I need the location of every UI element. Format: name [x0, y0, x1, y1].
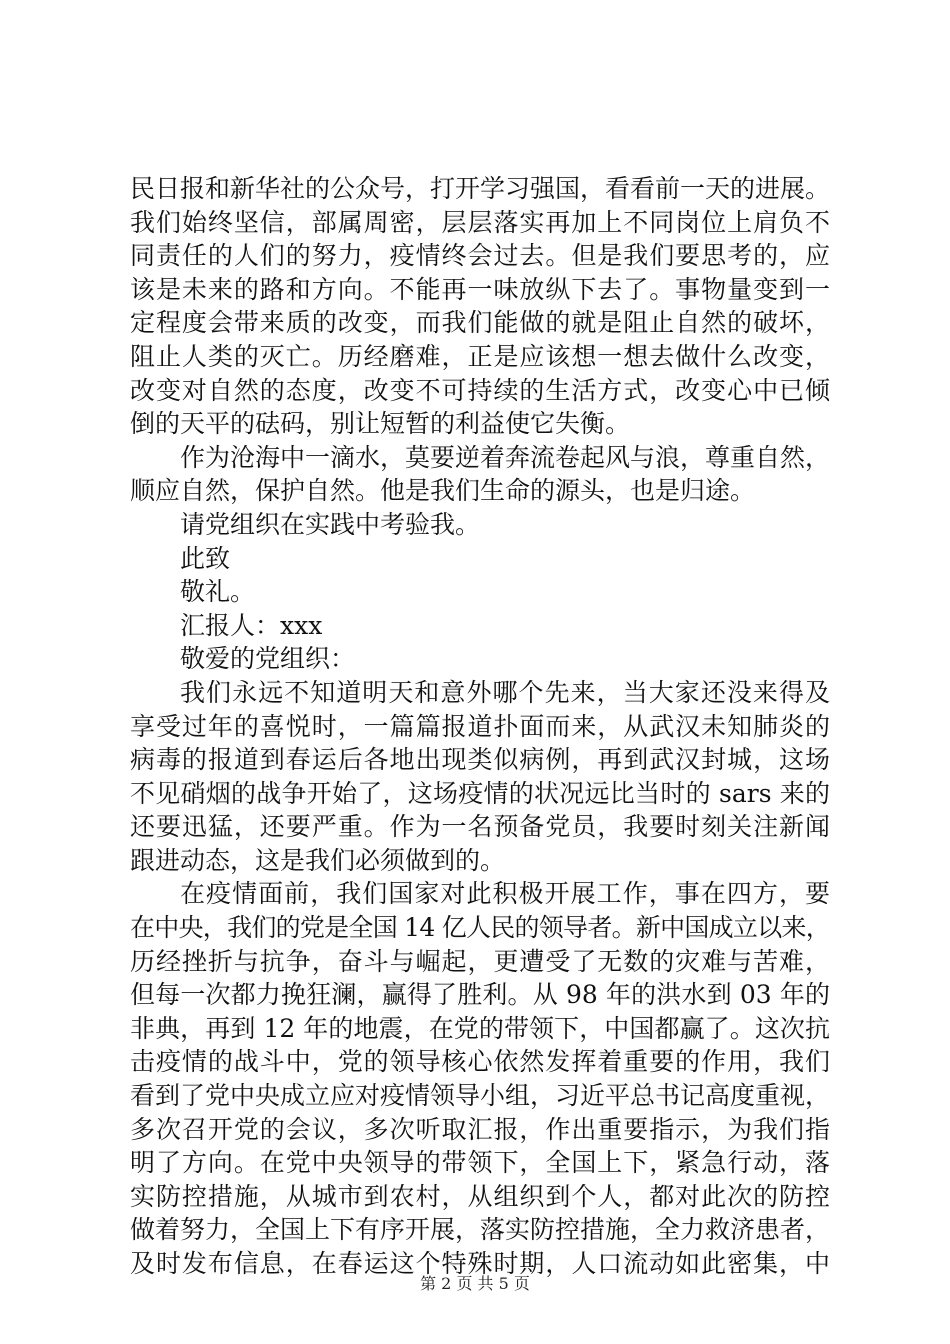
- text-line: 跟进动态，这是我们必须做到的。: [130, 845, 506, 875]
- text-line: 我们永远不知道明天和意外哪个先来，当大家还没来得及: [180, 677, 830, 707]
- text-line: 顺应自然，保护自然。他是我们生命的源头，也是归途。: [130, 476, 756, 506]
- document-body: [130, 172, 830, 1281]
- text-line: 倒的天平的砝码，别让短暂的利益使它失衡。: [130, 409, 631, 439]
- page-footer: 第 2 页 共 5 页: [420, 1274, 530, 1293]
- text-line: 敬礼。: [180, 577, 256, 607]
- text-line: 明了方向。在党中央领导的带领下，全国上下，紧急行动，落: [130, 1148, 830, 1178]
- text-line: 击疫情的战斗中，党的领导核心依然发挥着重要的作用，我们: [130, 1047, 830, 1077]
- text-line: 阻止人类的灭亡。历经磨难，正是应该想一想去做什么改变，: [130, 341, 830, 371]
- text-line: 实防控措施，从城市到农村，从组织到个人，都对此次的防控: [130, 1181, 830, 1211]
- text-line: 此致: [180, 543, 231, 573]
- text-line: 敬爱的党组织：: [180, 644, 356, 674]
- text-line: 看到了党中央成立应对疫情领导小组，习近平总书记高度重视，: [130, 1081, 831, 1111]
- text-line: 在疫情面前，我们国家对此积极开展工作，事在四方，要: [180, 879, 830, 909]
- text-line: 不见硝烟的战争开始了，这场疫情的状况远比当时的 sars 来的: [130, 778, 830, 808]
- text-line: 该是未来的路和方向。不能再一味放纵下去了。事物量变到一: [130, 274, 830, 304]
- text-line: 请党组织在实践中考验我。: [180, 509, 481, 539]
- text-line: 做着努力，全国上下有序开展，落实防控措施，全力救济患者，: [130, 1215, 831, 1245]
- text-line: 但每一次都力挽狂澜，赢得了胜利。从 98 年的洪水到 03 年的: [130, 980, 830, 1010]
- text-line: 同责任的人们的努力，疫情终会过去。但是我们要思考的，应: [130, 241, 830, 271]
- text-line: 改变对自然的态度，改变不可持续的生活方式，改变心中已倾: [130, 375, 830, 405]
- text-line: 还要迅猛，还要严重。作为一名预备党员，我要时刻关注新闻: [130, 812, 830, 842]
- text-line: 多次召开党的会议，多次听取汇报，作出重要指示，为我们指: [130, 1114, 830, 1144]
- text-line: 病毒的报道到春运后各地出现类似病例，再到武汉封城，这场: [130, 745, 830, 775]
- text-line: 定程度会带来质的改变，而我们能做的就是阻止自然的破坏，: [130, 308, 830, 338]
- text-line: 作为沧海中一滴水，莫要逆着奔流卷起风与浪，尊重自然，: [180, 442, 831, 472]
- text-line: 享受过年的喜悦时，一篇篇报道扑面而来，从武汉未知肺炎的: [130, 711, 830, 741]
- text-line: 我们始终坚信，部属周密，层层落实再加上不同岗位上肩负不: [130, 207, 830, 237]
- text-line: 民日报和新华社的公众号，打开学习强国，看看前一天的进展。: [130, 174, 831, 203]
- text-line: 非典，再到 12 年的地震，在党的带领下，中国都赢了。这次抗: [130, 1013, 830, 1043]
- text-line: 汇报人：xxx: [180, 610, 323, 640]
- text-line: 在中央，我们的党是全国 14 亿人民的领导者。新中国成立以来，: [130, 913, 830, 943]
- text-line: 及时发布信息，在春运这个特殊时期，人口流动如此密集，中: [130, 1249, 830, 1278]
- text-line: 历经挫折与抗争，奋斗与崛起，更遭受了无数的灾难与苦难，: [130, 946, 830, 976]
